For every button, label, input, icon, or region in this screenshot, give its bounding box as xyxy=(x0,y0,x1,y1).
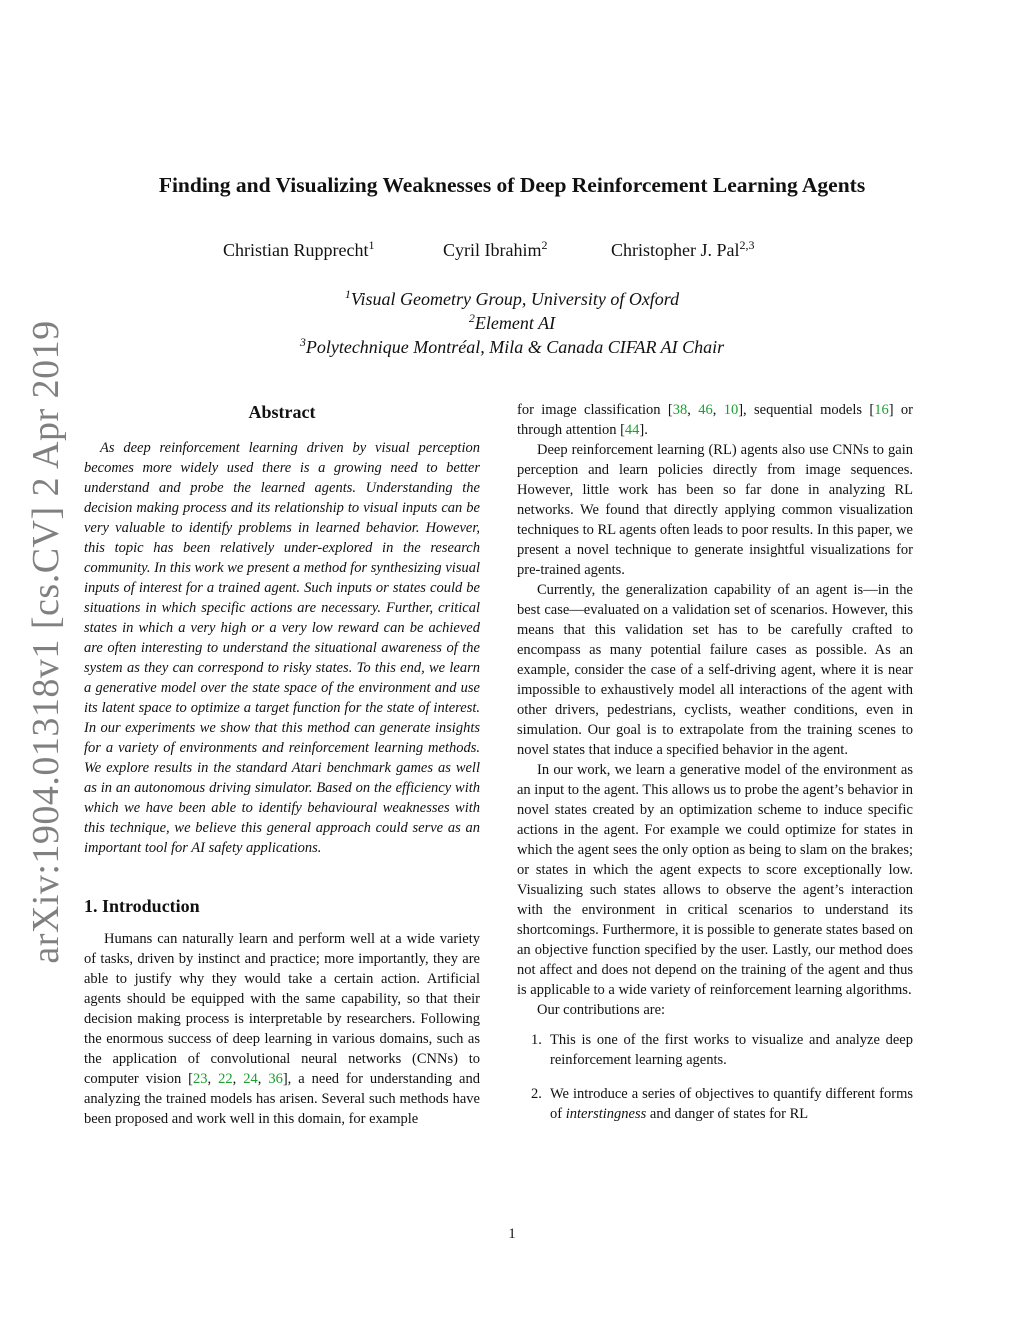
citation-link[interactable]: 46 xyxy=(698,402,713,418)
introduction-paragraph-4: In our work, we learn a generative model of the environment as an input to the agent. This allows us to probe the agent’s behavior in novel states created by an optimization scheme to induce specific actions in the agent. For example we could optimize for states in which the agent sees the only option as being to slam on the brakes; or states in which the agent expects to score exceptionally low. Visualizing such states allows to observe the agent’s interaction with the environment in critical scenarios to understand its shortcomings. Furthermore, it is possible to generate states based on an objective function specified by the user. Lastly, our method does not affect and does not depend on the training of the agent and thus is applicable to a wide variety of reinforcement learning algorithms. xyxy=(517,762,913,998)
affiliation-2 xyxy=(0,311,1024,335)
abstract-heading: Abstract xyxy=(248,402,316,422)
list-item-number: 1. xyxy=(531,1032,542,1048)
arxiv-identifier-stamp: arXiv:1904.01318v1 [cs.CV] 2 Apr 2019 xyxy=(25,320,67,964)
author-affiliation-mark: 2 xyxy=(541,238,548,252)
list-item xyxy=(517,1030,913,1070)
page-number: 1 xyxy=(508,1226,516,1242)
affiliation-text: Polytechnique Montréal, Mila & Canada CIFAR AI Chair xyxy=(305,337,725,357)
paragraph-text: ], sequential models [ xyxy=(738,402,875,418)
introduction-paragraph-continued: for image classification [38, 46, 10], sequential models [16] or through attention [44]. xyxy=(517,402,913,438)
author-name: Christopher J. Pal xyxy=(611,240,740,260)
author-2 xyxy=(443,240,547,261)
list-item-number: 2. xyxy=(531,1086,542,1102)
contributions-list xyxy=(517,1030,913,1124)
author-name: Cyril Ibrahim xyxy=(443,240,542,260)
list-item xyxy=(517,1084,913,1124)
citation-link[interactable]: 23 xyxy=(193,1071,208,1087)
list-item-text: and danger of states for RL xyxy=(646,1106,809,1122)
paper-title: Finding and Visualizing Weaknesses of Deep Reinforcement Learning Agents xyxy=(158,173,866,197)
citation-link[interactable]: 22 xyxy=(218,1071,233,1087)
affiliation-text: Visual Geometry Group, University of Oxford xyxy=(350,289,680,309)
introduction-paragraph-2: Deep reinforcement learning (RL) agents also use CNNs to gain perception and learn policies directly from image sequences. However, little work has been so far done in analyzing RL networks. We found that directly applying common visualization techniques to RL agents often leads to poor results. In this paper, we present a novel technique to generate insightful visualizations for pre-trained agents. xyxy=(517,442,913,578)
paragraph-text: for image classification [ xyxy=(517,402,673,418)
affiliation-mark: 1 xyxy=(344,287,351,301)
paragraph-text: ] or through attention [ xyxy=(517,402,913,438)
affiliation-mark: 3 xyxy=(299,335,306,349)
affiliation-list xyxy=(0,287,1024,359)
author-affiliation-mark: 2,3 xyxy=(739,238,755,252)
contributions-intro: Our contributions are: xyxy=(537,1002,666,1018)
paragraph-text: ], a need for understanding and analyzing the trained models has arisen. Several such methods have been proposed and work well in this domain, for example xyxy=(84,1071,480,1127)
citation-link[interactable]: 36 xyxy=(268,1071,283,1087)
citation-link[interactable]: 10 xyxy=(723,402,739,418)
author-1 xyxy=(223,240,374,261)
affiliation-mark: 2 xyxy=(468,311,475,325)
list-item-text: This is one of the first works to visualize and analyze deep reinforcement learning agents. xyxy=(550,1032,913,1068)
paragraph-text: Humans can naturally learn and perform well at a wide variety of tasks, driven by instinct and practice; more importantly, they are able to justify why they would take a certain action. Artificial agents should be equipped with the same capability, so that their decision making process is interpretable by researchers. Following the enormous success of deep learning in various domains, such as the application of convolutional neural networks (CNNs) to computer vision [ xyxy=(84,931,480,1087)
introduction-heading: 1. Introduction xyxy=(84,896,200,916)
right-column xyxy=(517,400,913,1138)
list-item-text: We introduce a series of objectives to quantify different forms of xyxy=(550,1086,913,1122)
author-3 xyxy=(611,240,755,261)
citation-link[interactable]: 24 xyxy=(243,1071,258,1087)
abstract-text: As deep reinforcement learning driven by visual perception becomes more widely used there is a growing need to better understand and probe the learned agents. Understanding the decision making process and its relationship to visual inputs can be very valuable to identify problems in learned behavior. However, this topic has been relatively under-explored in the research community. In this work we present a method for synthesizing visual inputs of interest for a trained agent. Such inputs or states could be situations in which specific actions are necessary. Further, critical states in which a very high or a very low reward can be achieved are often interesting to understand the situational awareness of the system as they can correspond to risky states. To this end, we learn a generative model over the state space of the environment and use its latent space to optimize a target function for the state of interest. In our experiments we show that this method can generate insights for a variety of environments and reinforcement learning methods. We explore results in the standard Atari benchmark games as well as in an autonomous driving simulator. Based on the efficiency with which we have been able to identify behavioural weaknesses with this technique, we believe this general approach could serve as an important tool for AI safety applications. xyxy=(84,440,480,856)
citation-link[interactable]: 16 xyxy=(874,402,889,418)
citation-link[interactable]: 38 xyxy=(672,402,688,418)
introduction-paragraph-1: Humans can naturally learn and perform well at a wide variety of tasks, driven by instinct and practice; more importantly, they are able to justify why they would take a certain action. Artificial agents should be equipped with the same capability, so that their decision making process is interpretable by researchers. Following the enormous success of deep learning in various domains, such as the application of convolutional neural networks (CNNs) to computer vision [23, 22, 24, 36], a need for understanding and analyzing the trained models has arisen. Several such methods have been proposed and work well in this domain, for example xyxy=(84,931,480,1127)
introduction-paragraph-3: Currently, the generalization capability of an agent is—in the best case—evaluated on a validation set of scenarios. However, this means that this validation set has to be carefully crafted to encompass as many potential failure cases as possible. As an example, consider the case of a self-driving agent, where it is near impossible to exhaustively model all interactions of the agent with other drivers, pedestrians, cyclists, weather conditions, even in simulation. Our goal is to extrapolate from the training scenes to novel states that induce a specified behavior in the agent. xyxy=(517,582,913,758)
author-name: Christian Rupprecht xyxy=(223,240,369,260)
left-column xyxy=(84,400,480,1129)
affiliation-1 xyxy=(0,287,1024,311)
author-affiliation-mark: 1 xyxy=(368,238,375,252)
affiliation-3 xyxy=(0,335,1024,359)
emphasized-term: interstingness xyxy=(565,1106,647,1122)
affiliation-text: Element AI xyxy=(474,313,556,333)
citation-link[interactable]: 44 xyxy=(624,422,640,438)
paragraph-text: ]. xyxy=(639,422,648,438)
